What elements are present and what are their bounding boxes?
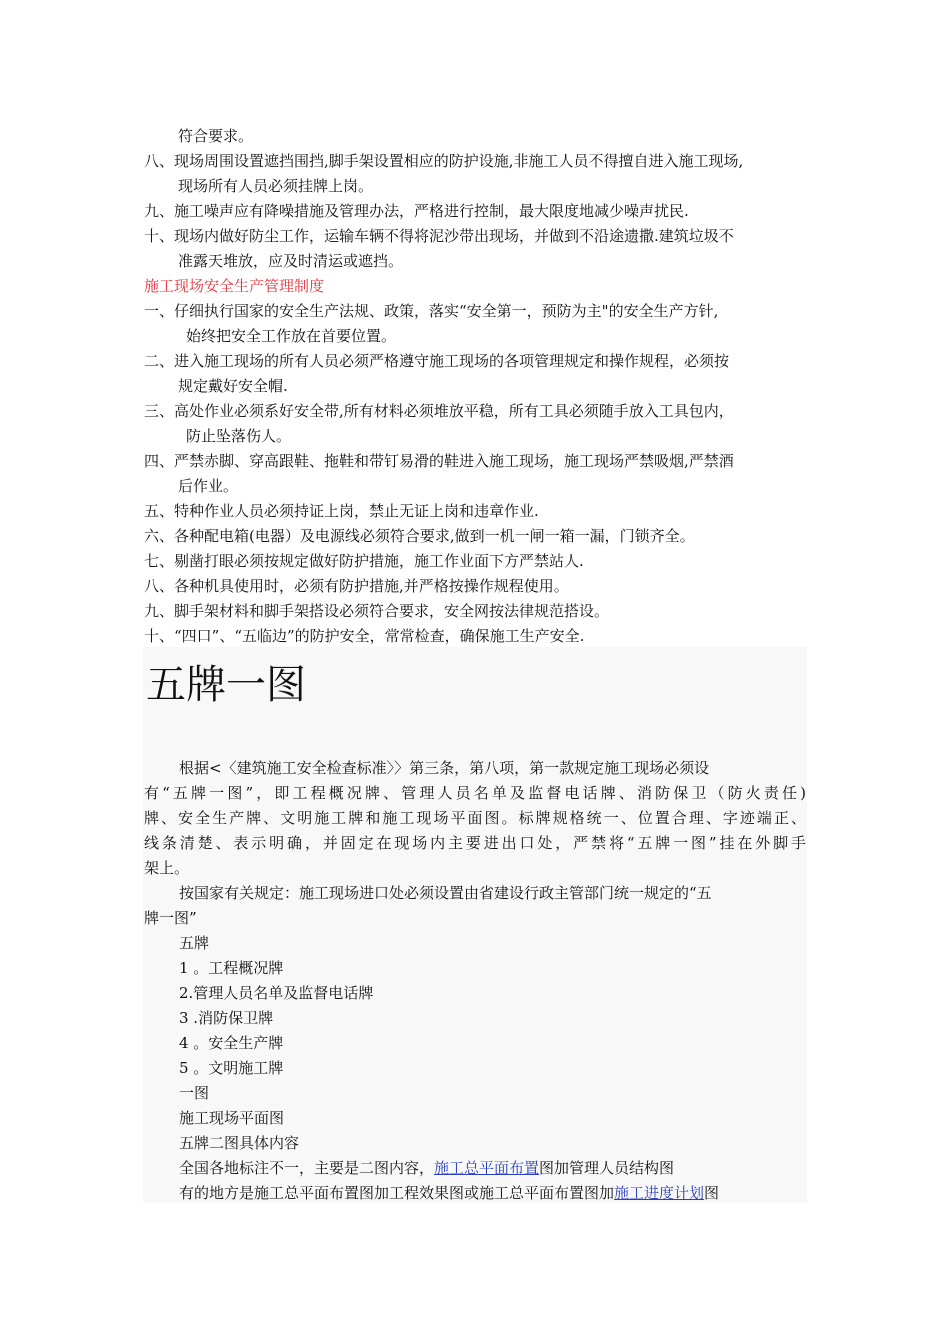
text-line: 十、现场内做好防尘工作，运输车辆不得将泥沙带出现场，并做到不沿途遗撒.建筑垃圾不: [144, 227, 734, 245]
paragraph-line: [179, 1158, 674, 1178]
rule-line: 八、各种机具使用时，必须有防护措施,并严格按操作规程使用。: [144, 577, 569, 595]
paragraph-line: [179, 1183, 719, 1203]
list-item: 1 。工程概况牌: [179, 959, 284, 977]
subheading: 五牌二图具体内容: [179, 1134, 300, 1152]
page-title: 五牌一图: [146, 662, 306, 708]
text-line: 八、现场周围设置遮挡围挡,脚手架设置相应的防护设施,非施工人员不得擅自进入施工现场,: [144, 152, 744, 170]
rule-line: 后作业。: [178, 477, 239, 495]
rule-line: 始终把安全工作放在首要位置。: [186, 327, 397, 345]
rule-line: 四、严禁赤脚、穿高跟鞋、拖鞋和带钉易滑的鞋进入施工现场，施工现场严禁吸烟,严禁酒: [144, 452, 734, 470]
rule-line: 九、脚手架材料和脚手架搭设必须符合要求，安全网按法律规范搭设。: [144, 602, 610, 620]
text-line: 准露天堆放，应及时清运或遮挡。: [178, 252, 404, 270]
list-item: 2.管理人员名单及监督电话牌: [179, 984, 374, 1002]
rule-line: 防止坠落伤人。: [186, 427, 292, 445]
list-item: 3 .消防保卫牌: [179, 1009, 274, 1027]
rule-line: 七、剔凿打眼必须按规定做好防护措施，施工作业面下方严禁站人.: [144, 552, 584, 570]
rule-line: 六、各种配电箱(电器）及电源线必须符合要求,做到一机一闸一箱一漏，门锁齐全。: [144, 527, 695, 545]
text-span: 有的地方是施工总平面布置图加工程效果图或施工总平面布置图加: [179, 1184, 615, 1202]
paragraph-line: 有“五牌一图”，即工程概况牌、管理人员名单及监督电话牌、消防保卫（防火责任): [144, 784, 806, 802]
list-item: 施工现场平面图: [179, 1109, 285, 1127]
rule-line: 规定戴好安全帽.: [178, 377, 288, 395]
rule-line: 十、“四口”、“五临边”的防护安全，常常检查，确保施工生产安全.: [144, 627, 585, 645]
paragraph-line: 牌、安全生产牌、文明施工牌和施工现场平面图。标牌规格统一、位置合理、字迹端正、: [144, 809, 806, 827]
rule-line: 五、特种作业人员必须持证上岗，禁止无证上岗和违章作业.: [144, 502, 539, 520]
text-line: 九、施工噪声应有降噪措施及管理办法，严格进行控制，最大限度地减少噪声扰民.: [144, 202, 689, 220]
paragraph-line: 线条清楚、表示明确，并固定在现场内主要进出口处，严禁将“五牌一图”挂在外脚手: [144, 834, 806, 852]
list-item: 5 。文明施工牌: [179, 1059, 284, 1077]
link-schedule[interactable]: 施工进度计划: [614, 1184, 705, 1202]
list-item: 4 。安全生产牌: [179, 1034, 284, 1052]
list-heading: 一图: [179, 1084, 210, 1102]
rule-line: 三、高处作业必须系好安全带,所有材料必须堆放平稳，所有工具必须随手放入工具包内，: [144, 402, 734, 420]
paragraph-line: 按国家有关规定：施工现场进口处必须设置由省建设行政主管部门统一规定的“五: [179, 884, 712, 902]
rule-line: 二、进入施工现场的所有人员必须严格遵守施工现场的各项管理规定和操作规程，必须按: [144, 352, 730, 370]
text-span: 图加管理人员结构图: [539, 1159, 675, 1177]
list-heading: 五牌: [179, 934, 210, 952]
paragraph-line: 根据<〈建筑施工安全检查标准〉〉第三条，第八项，第一款规定施工现场必须设: [179, 759, 710, 777]
section-heading: 施工现场安全生产管理制度: [144, 277, 325, 295]
paragraph-line: 架上。: [144, 859, 190, 877]
text-span: 全国各地标注不一，主要是二图内容，: [179, 1159, 435, 1177]
text-span: 图: [704, 1184, 720, 1202]
link-site-layout[interactable]: 施工总平面布置: [434, 1159, 540, 1177]
text-line: 现场所有人员必须挂牌上岗。: [178, 177, 374, 195]
paragraph-line: 牌一图”: [144, 909, 197, 927]
text-line: 符合要求。: [178, 127, 254, 145]
rule-line: 一、仔细执行国家的安全生产法规、政策，落实“安全第一，预防为主"的安全生产方针,: [144, 302, 719, 320]
